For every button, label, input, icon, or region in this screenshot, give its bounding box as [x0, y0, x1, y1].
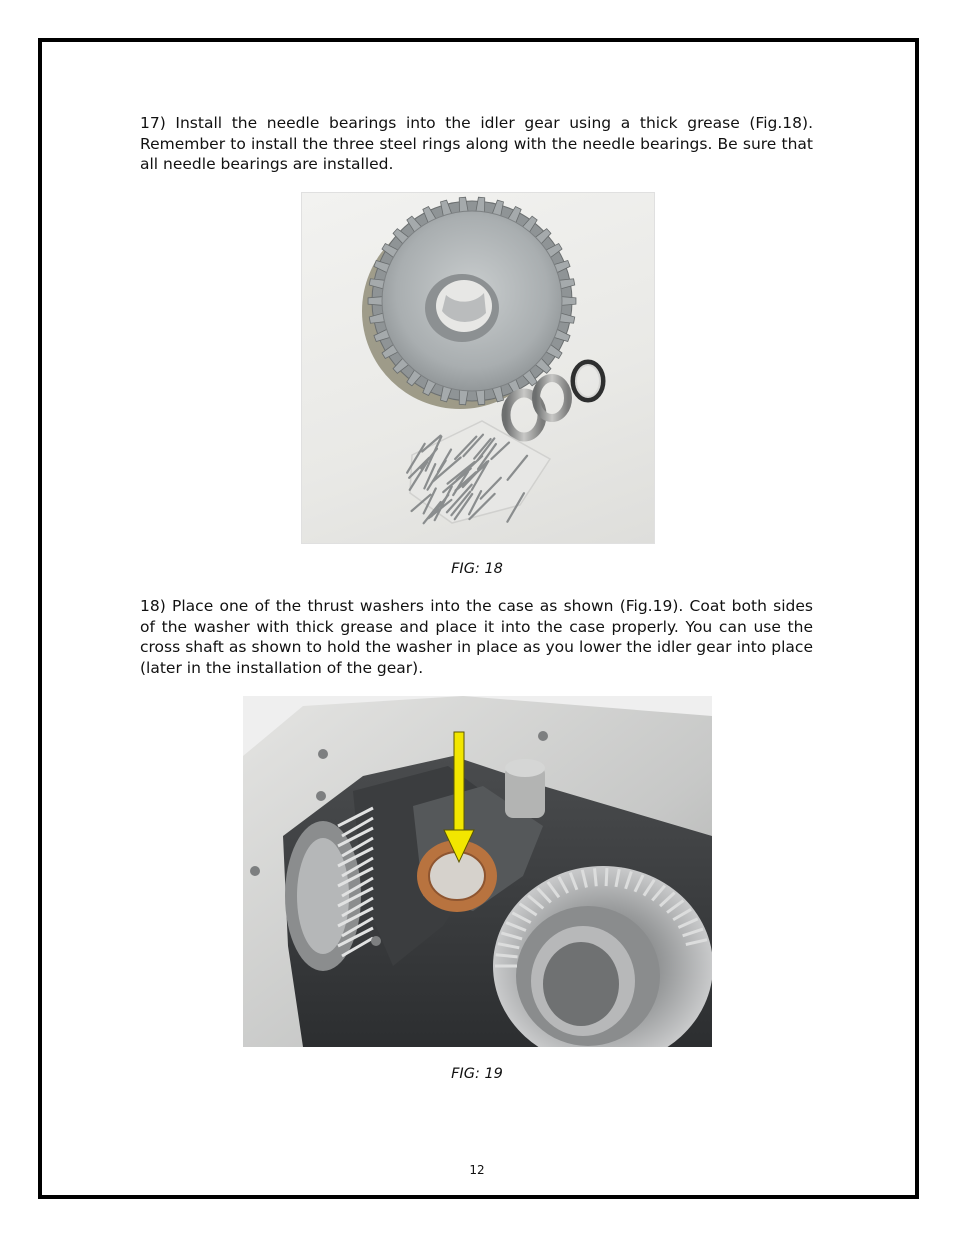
step-18-paragraph: 18) Place one of the thrust washers into the case as shown (Fig.19). Coat both sides of the washer with thick grease and place it into the case properly. You can use the cross shaft as shown to hold the washer in place as you lower the idler gear into place (later in the installation of the gear). — [140, 597, 813, 677]
figure-19-caption: FIG: 19 — [451, 1066, 503, 1082]
figure-19-image — [243, 696, 712, 1047]
figure-18-image — [301, 192, 655, 544]
step-17-paragraph: 17) Install the needle bearings into the idler gear using a thick grease (Fig.18). Remember to install the three steel rings along with the needle bearings. Be sure that all needle bearings are installed. — [140, 114, 813, 174]
page-number: 12 — [469, 1163, 485, 1177]
figure-18-caption: FIG: 18 — [451, 561, 503, 577]
